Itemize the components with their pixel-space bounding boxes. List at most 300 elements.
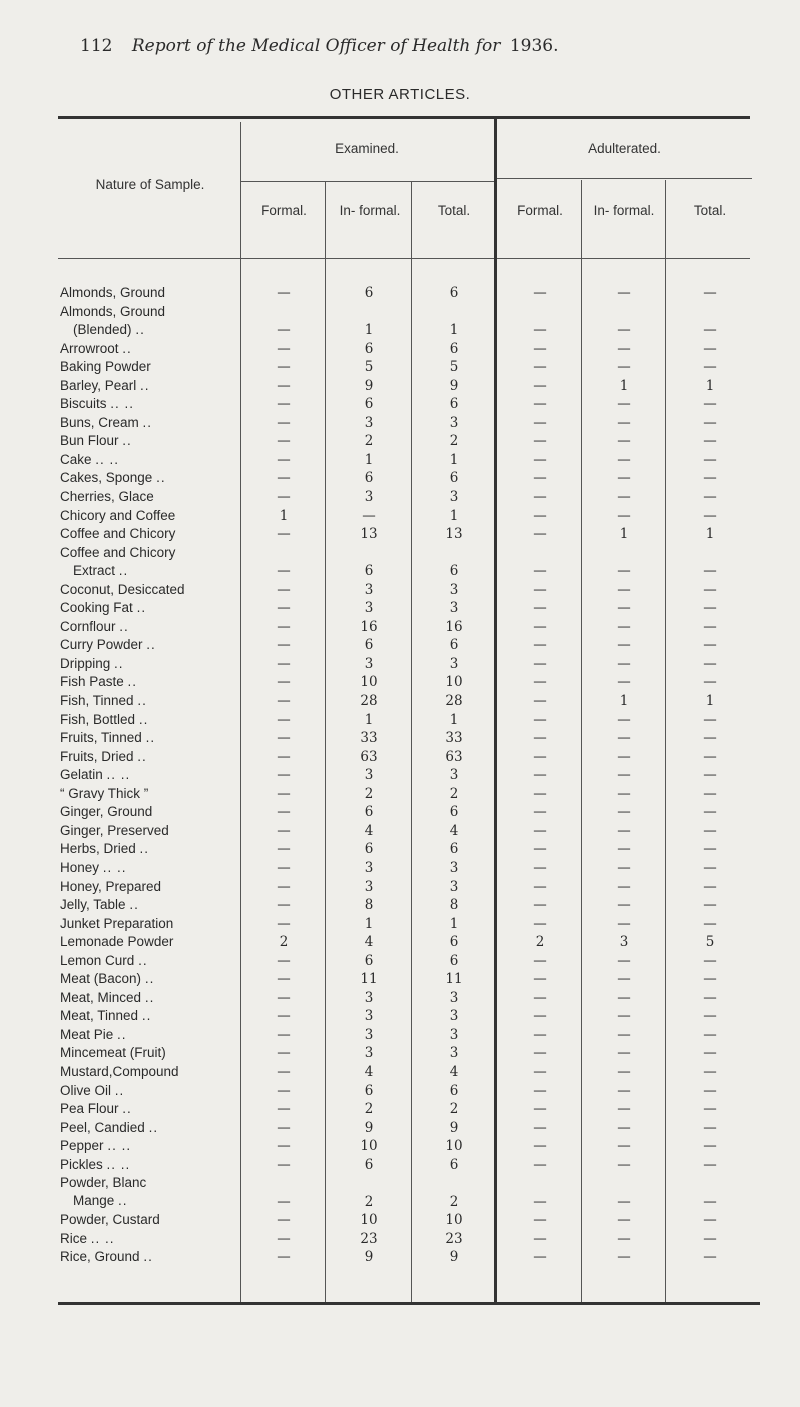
table-cell: — xyxy=(277,359,291,376)
sample-name-text: Arrowroot xyxy=(60,340,119,356)
table-row xyxy=(0,673,800,692)
table-cell: — xyxy=(277,859,291,876)
table-cell: — xyxy=(703,600,717,617)
sample-name-text: Rice, Ground xyxy=(60,1249,140,1265)
sample-name-text: Pea Flour xyxy=(60,1101,119,1117)
table-cell: — xyxy=(703,822,717,839)
leader-dots: .. xyxy=(148,1119,159,1135)
table-cell: — xyxy=(533,804,547,821)
table-cell: — xyxy=(617,674,631,691)
table-cell: 6 xyxy=(364,804,374,821)
table-cell: 13 xyxy=(445,526,463,543)
sample-name-text: Mustard,Compound xyxy=(60,1063,179,1079)
table-cell: 1 xyxy=(449,322,459,339)
table-cell: — xyxy=(277,730,291,747)
sample-name xyxy=(60,414,240,432)
table-cell: — xyxy=(617,285,631,301)
table-cell: 3 xyxy=(364,859,374,876)
table-cell: 2 xyxy=(449,433,459,450)
table-cell: — xyxy=(533,618,547,635)
table-cell: — xyxy=(703,470,717,487)
table-cell: — xyxy=(533,1193,547,1210)
page-header xyxy=(80,36,559,56)
table-row xyxy=(0,933,800,952)
table-cell: — xyxy=(617,804,631,821)
leader-dots: .. xyxy=(145,730,156,746)
table-row xyxy=(0,840,800,859)
table-cell: — xyxy=(533,1101,547,1118)
table-row xyxy=(0,1230,800,1249)
table-cell: — xyxy=(277,674,291,691)
table-row xyxy=(0,377,800,396)
leader-dots: .. xyxy=(122,340,132,356)
table-cell: 9 xyxy=(449,1249,459,1266)
table-row xyxy=(0,1100,800,1119)
table-cell: 3 xyxy=(364,878,374,895)
leader-dots: .. xyxy=(138,711,149,727)
table-cell: 33 xyxy=(445,730,463,747)
leader-dots: .. xyxy=(122,433,132,449)
table-cell: — xyxy=(533,377,547,394)
sample-name-text: Buns, Cream xyxy=(60,414,139,430)
table-cell: — xyxy=(703,1212,717,1229)
sample-name-text: Pickles xyxy=(60,1156,103,1172)
table-cell: 6 xyxy=(449,637,459,654)
table-row xyxy=(0,395,800,414)
table-cell: — xyxy=(533,1008,547,1025)
sample-name xyxy=(60,1007,240,1025)
table-cell: — xyxy=(533,451,547,468)
sample-name xyxy=(60,340,240,358)
sample-name-text: Lemonade Powder xyxy=(60,934,174,950)
table-cell: — xyxy=(533,1119,547,1136)
sample-name-text: Barley, Pearl xyxy=(60,377,137,393)
table-cell: — xyxy=(277,563,291,580)
table-cell: 2 xyxy=(449,785,459,802)
sample-name xyxy=(60,933,240,951)
table-cell: 3 xyxy=(449,581,459,598)
sample-name xyxy=(60,395,240,413)
table-cell: 16 xyxy=(445,618,463,635)
table-cell: — xyxy=(617,915,631,932)
table-row xyxy=(0,544,800,581)
leader-dots: .. xyxy=(118,1193,128,1209)
table-cell: — xyxy=(703,878,717,895)
table-cell: 4 xyxy=(449,822,459,839)
table-cell: — xyxy=(277,489,291,506)
table-cell: — xyxy=(617,1249,631,1266)
sample-name xyxy=(60,655,240,673)
table-cell: — xyxy=(617,359,631,376)
leader-dots: .. .. xyxy=(90,1230,115,1246)
table-cell: 3 xyxy=(449,600,459,617)
table-cell: 4 xyxy=(364,934,374,951)
table-cell: 3 xyxy=(364,581,374,598)
table-cell: 3 xyxy=(364,1045,374,1062)
table-cell: — xyxy=(533,1156,547,1173)
table-cell: — xyxy=(617,618,631,635)
table-cell: — xyxy=(703,711,717,728)
sample-name xyxy=(60,989,240,1007)
leader-dots: .. xyxy=(136,600,147,616)
table-cell: — xyxy=(533,767,547,784)
table-row xyxy=(0,618,800,637)
table-cell: — xyxy=(533,489,547,506)
table-cell: 1 xyxy=(364,915,374,932)
table-row xyxy=(0,896,800,915)
table-row xyxy=(0,1044,800,1063)
table-cell: — xyxy=(617,952,631,969)
table-cell: 4 xyxy=(364,822,374,839)
sample-name-text: Dripping xyxy=(60,655,111,671)
table-cell: 9 xyxy=(449,377,459,394)
table-cell: 1 xyxy=(279,507,289,524)
table-cell: 6 xyxy=(364,841,374,858)
leader-dots: .. xyxy=(144,971,155,987)
table-cell: 8 xyxy=(364,897,374,914)
table-cell: — xyxy=(533,841,547,858)
table-cell: 2 xyxy=(364,785,374,802)
table-cell: — xyxy=(533,563,547,580)
table-cell: 63 xyxy=(445,748,463,765)
sample-name-text: Ginger, Preserved xyxy=(60,822,169,838)
table-cell: 3 xyxy=(449,655,459,672)
table-cell: — xyxy=(617,971,631,988)
sample-name-text: Meat (Bacon) xyxy=(60,971,142,987)
table-cell: 6 xyxy=(364,952,374,969)
table-cell: — xyxy=(533,1026,547,1043)
leader-dots: .. xyxy=(127,674,138,690)
table-cell: — xyxy=(533,396,547,413)
table-cell: — xyxy=(533,322,547,339)
table-cell: — xyxy=(277,340,291,357)
table-cell: — xyxy=(703,433,717,450)
table-cell: 3 xyxy=(364,989,374,1006)
sample-name-text: Mincemeat (Fruit) xyxy=(60,1045,166,1061)
table-cell: 6 xyxy=(364,396,374,413)
table-cell: — xyxy=(533,952,547,969)
header-examined-formal: Formal. xyxy=(261,203,307,218)
table-cell: — xyxy=(277,414,291,431)
table-cell: 9 xyxy=(364,1249,374,1266)
sample-name-continued: Mange xyxy=(73,1193,115,1209)
table-cell: — xyxy=(533,859,547,876)
sample-name-text: Lemon Curd xyxy=(60,952,135,968)
table-row xyxy=(0,599,800,618)
table-cell: — xyxy=(617,1008,631,1025)
leader-dots: .. xyxy=(156,470,166,486)
table-cell: — xyxy=(617,1230,631,1247)
sample-name-continued: (Blended) xyxy=(73,321,132,337)
table-row xyxy=(0,432,800,451)
sample-name xyxy=(60,544,240,580)
table-cell: — xyxy=(533,507,547,524)
table-cell: — xyxy=(533,748,547,765)
table-cell: 6 xyxy=(449,563,459,580)
table-cell: — xyxy=(703,952,717,969)
table-cell: 2 xyxy=(364,433,374,450)
table-cell: 1 xyxy=(364,451,374,468)
table-cell: — xyxy=(703,1045,717,1062)
section-title: OTHER ARTICLES. xyxy=(329,86,471,103)
table-row xyxy=(0,822,800,841)
table-cell: — xyxy=(617,581,631,598)
table-cell: — xyxy=(277,526,291,543)
table-cell: 6 xyxy=(364,340,374,357)
sample-name xyxy=(60,1230,240,1248)
table-cell: 6 xyxy=(449,934,459,951)
header-adulterated: Adulterated. xyxy=(588,141,661,156)
table-cell: — xyxy=(703,674,717,691)
sample-name-text: Fruits, Dried xyxy=(60,748,134,764)
table-cell: 10 xyxy=(445,674,463,691)
sample-name xyxy=(60,1100,240,1118)
table-cell: — xyxy=(617,989,631,1006)
table-cell: — xyxy=(617,1063,631,1080)
table-row xyxy=(0,414,800,433)
sample-name-text: Honey, Prepared xyxy=(60,878,162,894)
table-cell: 1 xyxy=(449,507,459,524)
table-cell: — xyxy=(277,804,291,821)
table-cell: — xyxy=(277,285,291,301)
sample-name xyxy=(60,878,240,896)
table-cell: 6 xyxy=(449,396,459,413)
table-cell: — xyxy=(703,414,717,431)
table-row xyxy=(0,1063,800,1082)
sample-name xyxy=(60,673,240,691)
table-cell: — xyxy=(277,897,291,914)
table-cell: — xyxy=(617,1045,631,1062)
table-row xyxy=(0,488,800,507)
table-row xyxy=(0,785,800,804)
table-row xyxy=(0,581,800,600)
table-cell: — xyxy=(617,563,631,580)
table-row xyxy=(0,711,800,730)
sample-name-text: Rice xyxy=(60,1230,88,1246)
table-cell: 1 xyxy=(364,322,374,339)
table-cell: — xyxy=(533,693,547,710)
page-number: 112 xyxy=(80,36,113,56)
table-cell: 6 xyxy=(449,285,459,301)
table-row xyxy=(0,878,800,897)
sample-name xyxy=(60,303,240,339)
table-row xyxy=(0,303,800,340)
table-cell: 8 xyxy=(449,897,459,914)
sample-name xyxy=(60,1137,240,1155)
table-cell: — xyxy=(533,1045,547,1062)
table-cell: 3 xyxy=(364,655,374,672)
table-cell: — xyxy=(533,897,547,914)
table-cell: — xyxy=(703,1156,717,1173)
sample-name xyxy=(60,859,240,877)
sample-name-text: Almonds, Ground xyxy=(60,285,166,300)
sample-name xyxy=(60,766,240,784)
leader-dots: .. xyxy=(142,414,153,430)
table-cell: — xyxy=(277,1230,291,1247)
sample-name xyxy=(60,1063,240,1081)
table-cell: 10 xyxy=(360,1212,378,1229)
table-cell: 3 xyxy=(364,414,374,431)
table-cell: — xyxy=(703,451,717,468)
table-cell: 3 xyxy=(364,600,374,617)
table-cell: — xyxy=(277,1156,291,1173)
leader-dots: .. xyxy=(129,897,139,913)
sample-name-text: Powder, Blanc xyxy=(60,1175,147,1191)
table-cell: — xyxy=(277,618,291,635)
table-cell: — xyxy=(533,878,547,895)
table-row xyxy=(0,284,800,303)
sample-name-text: Chicory and Coffee xyxy=(60,507,176,523)
sample-name xyxy=(60,1248,240,1266)
table-cell: — xyxy=(703,489,717,506)
table-cell: — xyxy=(533,822,547,839)
header-bottom-rule xyxy=(58,258,750,259)
sample-name-text: Junket Preparation xyxy=(60,915,174,931)
table-row xyxy=(0,1174,800,1211)
table-row xyxy=(0,655,800,674)
sample-name xyxy=(60,748,240,766)
table-cell: — xyxy=(617,859,631,876)
table-cell: — xyxy=(703,1082,717,1099)
header-nature-of-sample: Nature of Sample. xyxy=(95,177,205,192)
table-cell: — xyxy=(277,1119,291,1136)
sample-name xyxy=(60,729,240,747)
leader-dots: .. xyxy=(114,1082,125,1098)
table-cell: — xyxy=(617,433,631,450)
table-cell: — xyxy=(703,1101,717,1118)
table-cell: — xyxy=(617,785,631,802)
table-row xyxy=(0,1026,800,1045)
table-cell: 1 xyxy=(705,377,715,394)
table-cell: — xyxy=(703,1008,717,1025)
table-cell: 4 xyxy=(449,1063,459,1080)
table-row xyxy=(0,525,800,544)
table-cell: 1 xyxy=(705,526,715,543)
table-cell: — xyxy=(533,359,547,376)
header-examined: Examined. xyxy=(335,141,399,156)
table-cell: 5 xyxy=(705,934,715,951)
table-cell: — xyxy=(277,1063,291,1080)
leader-dots: .. .. xyxy=(110,396,135,412)
table-row xyxy=(0,1137,800,1156)
table-cell: — xyxy=(703,897,717,914)
table-cell: — xyxy=(617,897,631,914)
table-row xyxy=(0,692,800,711)
leader-dots: .. .. xyxy=(102,859,127,875)
header-adulterated-formal: Formal. xyxy=(517,203,563,218)
sample-name xyxy=(60,840,240,858)
table-row xyxy=(0,970,800,989)
sample-name-text: Powder, Custard xyxy=(60,1212,160,1228)
table-row xyxy=(0,1248,800,1267)
table-cell: — xyxy=(703,1026,717,1043)
sample-name-text: Fish Paste xyxy=(60,674,124,690)
table-cell: — xyxy=(533,637,547,654)
table-cell: — xyxy=(533,470,547,487)
table-cell: — xyxy=(277,1212,291,1229)
sample-name-text: Peel, Candied xyxy=(60,1119,145,1135)
table-cell: — xyxy=(533,600,547,617)
leader-dots: .. xyxy=(141,1008,152,1024)
table-cell: 3 xyxy=(449,859,459,876)
table-cell: — xyxy=(703,989,717,1006)
table-cell: — xyxy=(703,359,717,376)
table-cell: — xyxy=(533,1063,547,1080)
table-cell: — xyxy=(703,804,717,821)
header-adulterated-total: Total. xyxy=(693,203,727,218)
table-cell: — xyxy=(533,1138,547,1155)
table-row xyxy=(0,748,800,767)
table-cell: — xyxy=(703,637,717,654)
table-cell: — xyxy=(703,1249,717,1266)
sample-name xyxy=(60,785,240,803)
table-cell: — xyxy=(703,340,717,357)
table-cell: — xyxy=(277,841,291,858)
table-cell: — xyxy=(533,1082,547,1099)
leader-dots: .. xyxy=(114,655,124,671)
table-cell: — xyxy=(277,1101,291,1118)
table-row xyxy=(0,915,800,934)
table-cell: 10 xyxy=(445,1212,463,1229)
table-cell: 3 xyxy=(619,934,629,951)
sample-name xyxy=(60,507,240,525)
leader-dots: .. xyxy=(118,562,129,578)
leader-dots: .. .. xyxy=(106,767,131,783)
sample-name-text: Baking Powder xyxy=(60,359,151,375)
table-cell: — xyxy=(277,1193,291,1210)
sample-name xyxy=(60,896,240,914)
table-cell: 1 xyxy=(449,915,459,932)
table-cell: — xyxy=(617,1193,631,1210)
table-cell: — xyxy=(533,581,547,598)
table-cell: — xyxy=(277,451,291,468)
table-cell: 1 xyxy=(619,526,629,543)
table-cell: — xyxy=(703,859,717,876)
sample-name xyxy=(60,358,240,376)
table-cell: 6 xyxy=(449,841,459,858)
table-cell: — xyxy=(277,989,291,1006)
sample-name-text: Honey xyxy=(60,859,100,875)
table-cell: 6 xyxy=(449,470,459,487)
report-year: 1936. xyxy=(509,36,559,56)
sample-name-text: Cake xyxy=(60,451,92,467)
table-cell: — xyxy=(277,1008,291,1025)
table-cell: — xyxy=(617,767,631,784)
sample-name xyxy=(60,1156,240,1174)
leader-dots: .. xyxy=(119,618,129,634)
table-cell: 10 xyxy=(445,1138,463,1155)
table-cell: — xyxy=(617,507,631,524)
table-cell: 2 xyxy=(279,934,289,951)
table-cell: — xyxy=(617,841,631,858)
table-cell: — xyxy=(703,730,717,747)
leader-dots: .. xyxy=(146,637,156,653)
table-cell: 28 xyxy=(445,693,463,710)
table-cell: — xyxy=(277,655,291,672)
table-cell: 3 xyxy=(449,989,459,1006)
table-cell: — xyxy=(277,1026,291,1043)
table-cell: 6 xyxy=(364,637,374,654)
table-cell: — xyxy=(277,748,291,765)
table-cell: — xyxy=(703,785,717,802)
table-cell: 9 xyxy=(364,1119,374,1136)
sample-name xyxy=(60,618,240,636)
table-cell: — xyxy=(617,600,631,617)
table-cell: — xyxy=(703,1193,717,1210)
sample-name xyxy=(60,915,240,933)
leader-dots: .. xyxy=(137,748,147,764)
sample-name xyxy=(60,636,240,654)
